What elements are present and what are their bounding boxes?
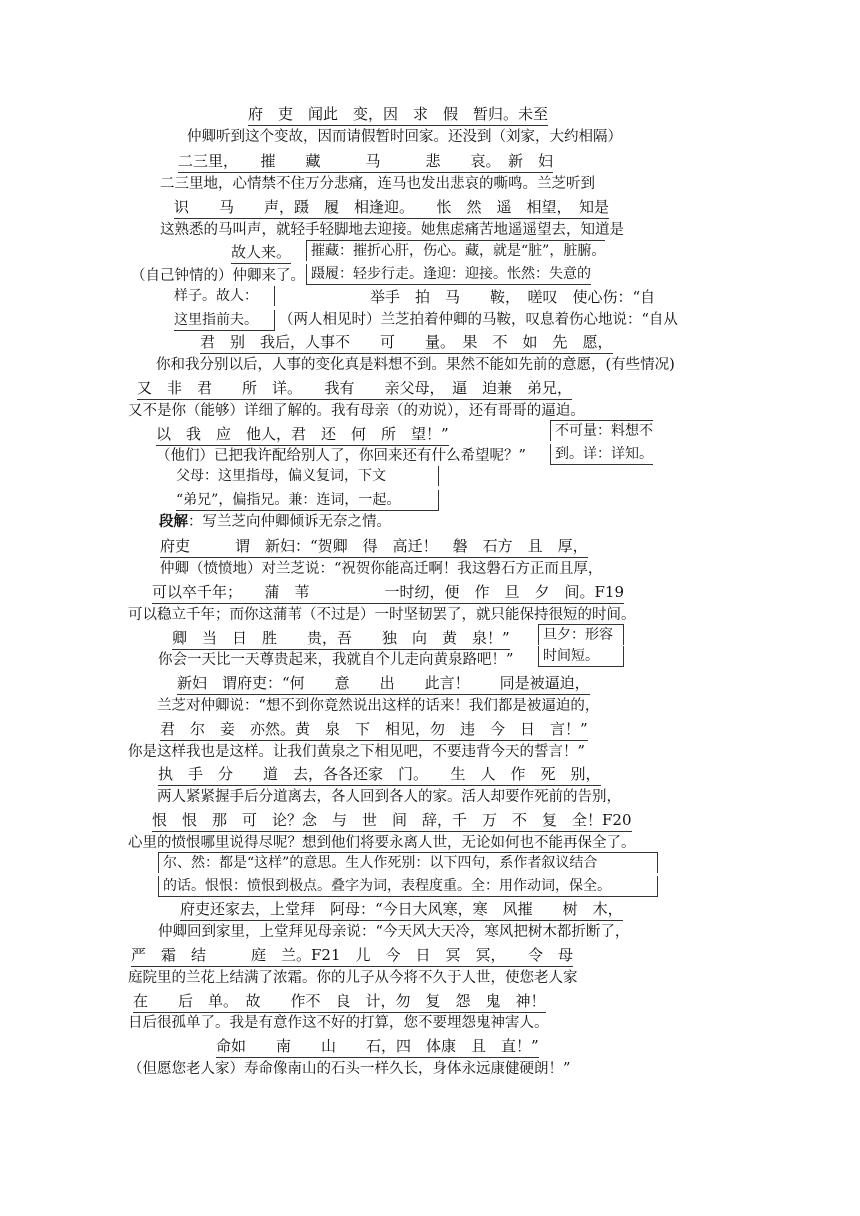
original-line: 二三里， 摧 藏 马 悲 哀。 新 妇	[178, 151, 553, 173]
translation-line: 二三里地，心情禁不住万分悲痛，连马也发出悲哀的嘶鸣。兰芝听到	[160, 176, 595, 192]
translation-line: 兰芝对仲卿说：“想不到你竟然说出这样的话来！我们都是被逼迫的，	[157, 698, 600, 714]
annotation-note: “弟兄”，偏指兄。兼：连词，一起。	[176, 490, 439, 511]
original-line: 执 手 分 道 去，各各还家 门。 生 人 作 死 别，	[158, 764, 601, 786]
original-line: 府吏还家去，上堂拜 阿母：“今日大风寒，寒 风摧 树 木，	[180, 899, 623, 921]
translation-line: 心里的愤恨哪里说得尽呢？想到他们将要永离人世，无论如何也不能再保全了。	[128, 835, 636, 851]
original-line: 在 后 单。 故 作不 良 计，勿 复 怨 鬼 神！	[133, 991, 546, 1013]
translation-line: 你和我分别以后，人事的变化真是料想不到。果然不能如先前的意愿，(有些情况)	[156, 357, 675, 373]
annotation-note: 这里指前夫。	[174, 310, 275, 331]
translation-line: （自己钟情的）仲卿来了。	[131, 268, 305, 284]
translation-line: 庭院里的兰花上结满了浓霜。你的儿子从今将不久于人世，使您老人家	[128, 970, 578, 986]
translation-line: 你是这样我也是这样。让我们黄泉之下相见吧，不要违背今天的誓言！”	[128, 744, 585, 760]
original-line: 又 非 君 所 详。 我有 亲父母， 逼 迫兼 弟兄，	[137, 378, 572, 400]
original-line: 识 马 声，蹑 履 相逢迎。 怅 然 遥 相望， 知是	[174, 197, 609, 219]
annotation-note: 样子。故人：	[174, 286, 275, 306]
original-line: 以 我 应 他人，君 还 何 所 望！”	[156, 424, 449, 446]
annotation-note: 摧藏：摧折心肝，伤心。藏，就是“脏”，脏腑。	[306, 240, 605, 261]
translation-line: 又不是你（能够）详细了解的。我有母亲（的劝说），还有哥哥的逼迫。	[128, 403, 585, 419]
original-line: 卿 当 日 胜 贵，吾 独 向 黄 泉！”	[172, 628, 510, 650]
segment-summary	[159, 512, 391, 532]
original-line: 命如 南 山 石，四 体康 且 直！”	[216, 1036, 539, 1058]
annotation-note: 的话。恨恨：愤恨到极点。叠字为词，表程度重。全：用作动词，保全。	[158, 876, 658, 897]
original-line: 新妇 谓府吏：“何 意 出 此言！ 同是被逼迫，	[177, 673, 590, 695]
annotation-note: 不可量：料想不	[550, 420, 653, 441]
annotation-note: 父母：这里指母，偏义复词，下文	[176, 466, 439, 486]
translation-line: 这熟悉的马叫声，就轻手轻脚地去迎接。她焦虑痛苦地遥遥望去，知道是	[160, 222, 624, 238]
original-line: 严 霜 结 庭 兰。F21 儿 今 日 冥 冥， 令 母	[131, 945, 573, 967]
annotation-note: 旦夕：形容	[538, 624, 624, 645]
original-line: 府吏 谓 新妇：“贺卿 得 高迁！ 磐 石方 且 厚，	[160, 536, 588, 558]
translation-line: 仲卿听到这个变故，因而请假暂时回家。还没到（刘家，大约相隔）	[187, 129, 622, 145]
translation-line: （但愿您老人家）寿命像南山的石头一样久长，身体永远康健硬朗！”	[128, 1061, 571, 1077]
translation-line: （他们）已把我许配给别人了，你回来还有什么希望呢？”	[156, 448, 526, 464]
translation-line: 仲卿（愤愤地）对兰芝说：“祝贺你能高迁啊！我这磐石方正而且厚，	[160, 561, 603, 577]
original-line: 恨 恨 那 可 论？念 与 世 间 辞，千 万 不 复 全！F20	[152, 810, 632, 832]
translation-line: 仲卿回到家里，上堂拜见母亲说：“今天风大天冷，寒风把树木都折断了，	[158, 924, 630, 940]
segment-label: 段解	[159, 514, 188, 530]
annotation-note: 时间短。	[538, 646, 624, 667]
original-line: 君 尔 妾 亦然。黄 泉 下 相见，勿 违 今 日 言！”	[160, 719, 588, 741]
annotation-note: 到。详：详知。	[550, 444, 653, 465]
translation-line: （两人相见时）兰芝拍着仲卿的马鞍，叹息着伤心地说：“自从	[279, 312, 678, 328]
translation-line: 两人紧紧握手后分道离去，各人回到各人的家。活人却要作死前的告别，	[157, 789, 621, 805]
segment-text: ：写兰芝向仲卿倾诉无奈之情。	[188, 514, 391, 530]
annotation-note: 蹑履：轻步行走。逢迎：迎接。怅然：失意的	[306, 264, 591, 285]
original-line: 故人来。	[231, 242, 291, 264]
original-line: 举手 拍 马 鞍， 嗟叹 使心伤：“自	[370, 288, 656, 306]
translation-line: 日后很孤单了。我是有意作这不好的打算，您不要埋怨鬼神害人。	[128, 1015, 549, 1031]
annotation-note: 尔、然：都是“这样”的意思。生人作死别：以下四句，系作者叙议结合	[158, 852, 658, 873]
original-line: 府 吏 闻此 变，因 求 假 暂归。未至	[248, 104, 548, 126]
translation-line: 可以稳立千年；而你这蒲苇（不过是）一时坚韧罢了，就只能保持很短的时间。	[128, 607, 636, 623]
original-line: 君 别 我后，人事不 可 量。 果 不 如 先 愿，	[200, 332, 613, 354]
original-line: 可以卒千年； 蒲 苇 一时纫，便 作 旦 夕 间。F19	[152, 582, 624, 604]
translation-line: 你会一天比一天尊贵起来，我就自个儿走向黄泉路吧！”	[158, 652, 514, 668]
